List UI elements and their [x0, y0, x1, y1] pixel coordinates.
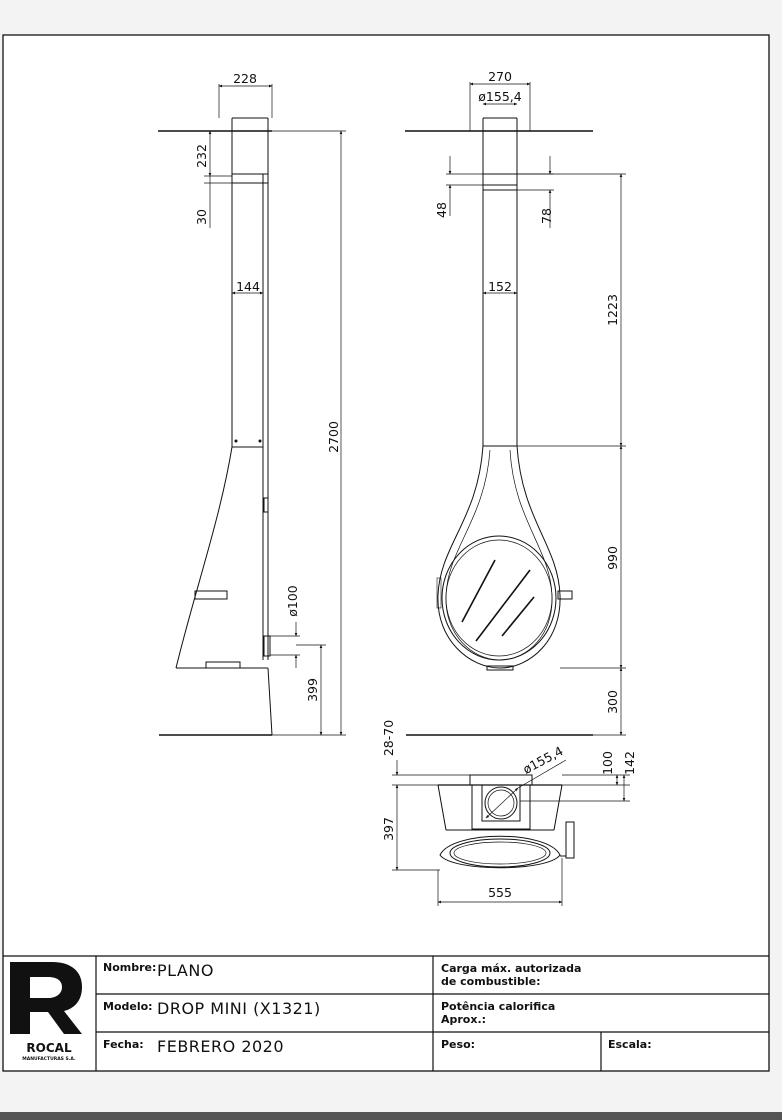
dim-side-2700: 2700 — [326, 421, 341, 453]
dim-top-flue-diameter: ø155,4 — [520, 743, 566, 777]
potencia-label-line1: Potência calorifica — [441, 1000, 556, 1013]
fecha-label: Fecha: — [103, 1038, 144, 1051]
fecha-value: FEBRERO 2020 — [157, 1037, 285, 1056]
nombre-label: Nombre: — [103, 961, 157, 974]
dim-top-397: 397 — [381, 817, 396, 841]
dim-front-78: 78 — [539, 208, 554, 224]
dim-top-142: 142 — [622, 751, 637, 775]
escala-label: Escala: — [608, 1038, 652, 1051]
drawing-frame — [3, 35, 769, 1071]
logo-wordmark: ROCAL — [26, 1041, 72, 1055]
dim-top-28-70: 28-70 — [381, 719, 396, 757]
peso-label: Peso: — [441, 1038, 476, 1051]
dim-front-1223: 1223 — [605, 294, 620, 326]
dim-front-152: 152 — [488, 279, 512, 294]
carga-label-line1: Carga máx. autorizada — [441, 962, 582, 975]
dim-front-990: 990 — [605, 546, 620, 570]
dim-side-232: 232 — [194, 144, 209, 168]
dim-front-flue-diameter: ø155,4 — [478, 89, 522, 104]
carga-label-line2: de combustible: — [441, 975, 541, 988]
dim-front-48: 48 — [434, 202, 449, 218]
dim-side-228: 228 — [233, 71, 257, 86]
dim-front-270: 270 — [488, 69, 512, 84]
dim-top-100: 100 — [600, 751, 615, 775]
dim-front-300: 300 — [605, 690, 620, 714]
potencia-label-line2: Aprox.: — [441, 1013, 487, 1026]
dim-side-144: 144 — [236, 279, 260, 294]
dim-top-555: 555 — [488, 885, 512, 900]
dim-side-outlet-diameter: ø100 — [285, 585, 300, 617]
modelo-label: Modelo: — [103, 1000, 153, 1013]
dim-side-30: 30 — [194, 209, 209, 225]
modelo-value: DROP MINI (X1321) — [157, 999, 321, 1018]
nombre-value: PLANO — [157, 961, 214, 980]
dim-side-399: 399 — [305, 678, 320, 702]
logo-subtitle: MANUFACTURAS S.A. — [22, 1057, 76, 1062]
